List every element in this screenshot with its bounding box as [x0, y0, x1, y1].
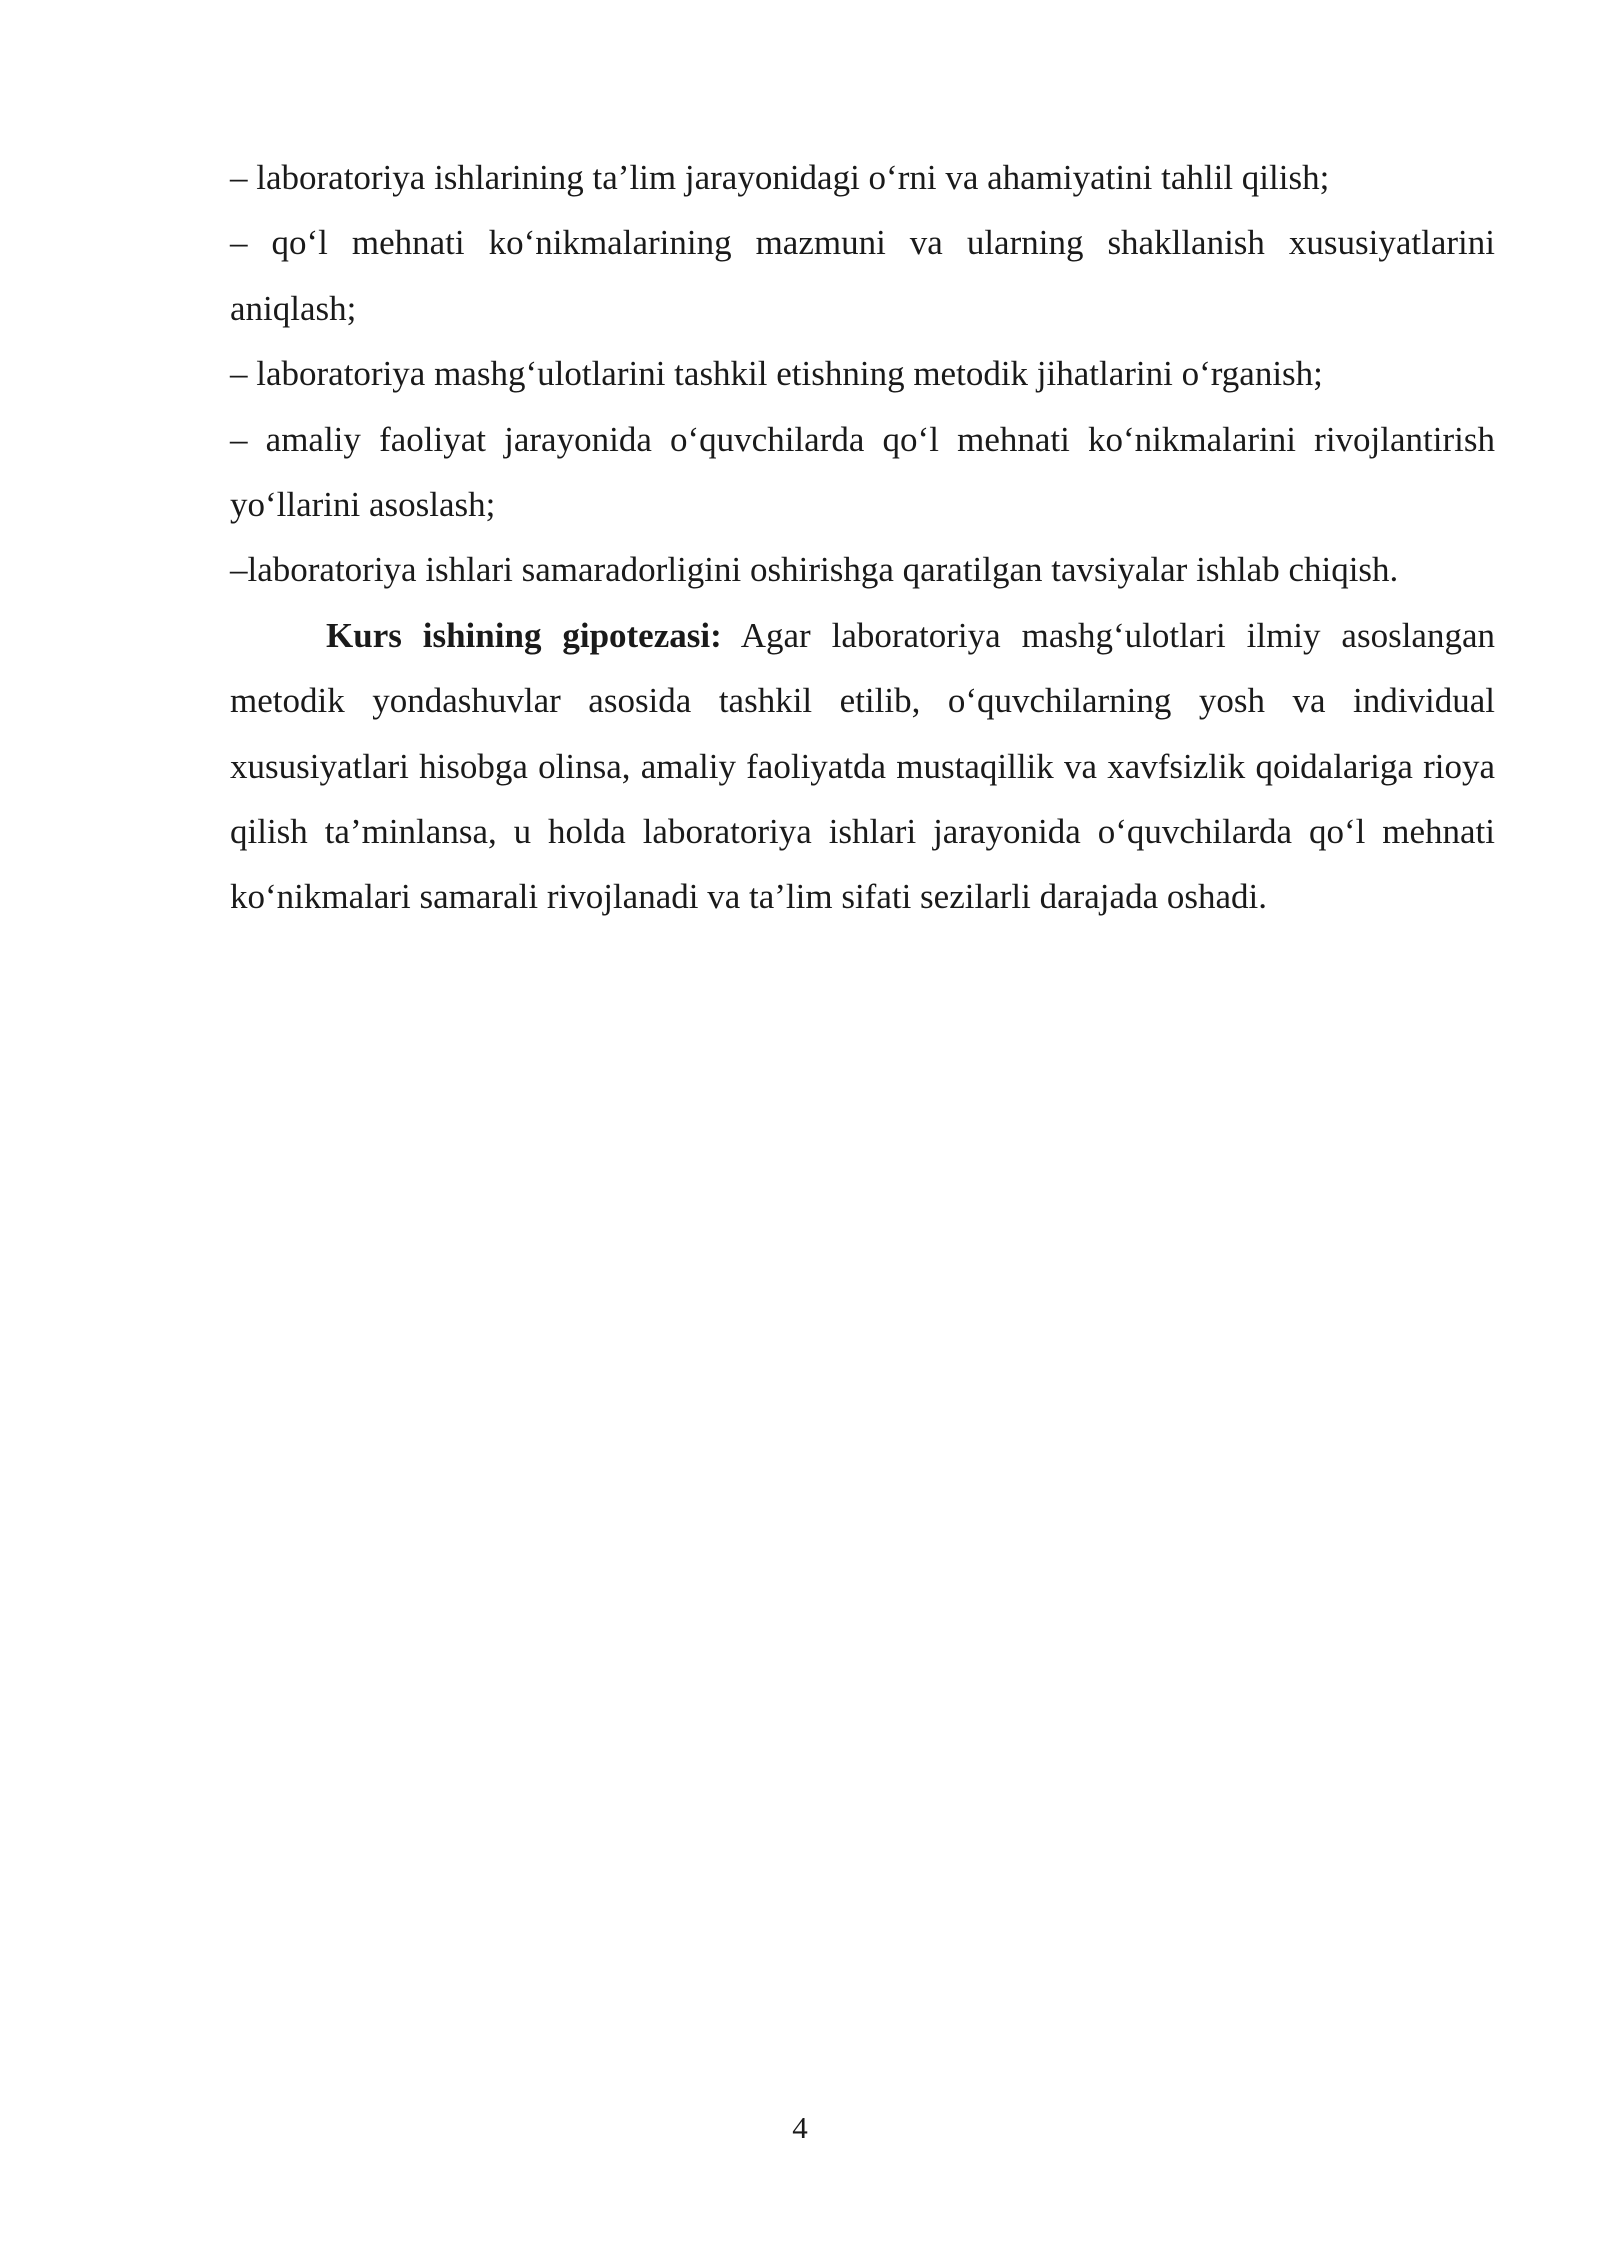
hypothesis-label: Kurs ishining gipotezasi: — [326, 615, 722, 655]
page-number: 4 — [792, 2110, 808, 2145]
list-item-recommendations: –laboratoriya ishlari samaradorligini oshirishga qaratilgan tavsiyalar ishlab chiqish. — [230, 550, 1399, 590]
list-item-analysis: – laboratoriya ishlarining ta’lim jarayonidagi o‘rni va ahamiyatini tahlil qilish; — [230, 158, 1330, 197]
hypothesis-paragraph — [230, 603, 1495, 930]
list-item-methodology: – laboratoriya mashg‘ulotlarini tashkil etishning metodik jihatlarini o‘rganish; — [230, 354, 1323, 394]
list-item-development-ways: – amaliy faoliyat jarayonida o‘quvchilarda qo‘l mehnati ko‘nikmalarini rivojlantirish yo‘llarini asoslash; — [230, 419, 1495, 525]
list-item-skills-content: – qo‘l mehnati ko‘nikmalarining mazmuni va ularning shakllanish xususiyatlarini aniqlash; — [230, 223, 1495, 328]
document-page — [230, 145, 1495, 930]
hypothesis-text: Agar laboratoriya mashg‘ulotlari ilmiy asoslangan metodik yondashuvlar asosida tashkil etilib, o‘quvchilarning yosh va individual xususiyatlari hisobga olinsa, amaliy faoliyatda mustaqillik va xavfsizlik qoidalariga rioya qilish ta’minlansa, u holda laboratoriya ishlari jarayonida o‘quvchilarda qo‘l mehnati ko‘nikmalari samarali rivojlanadi va ta’lim sifati sezilarli darajada oshadi. — [230, 615, 1495, 917]
